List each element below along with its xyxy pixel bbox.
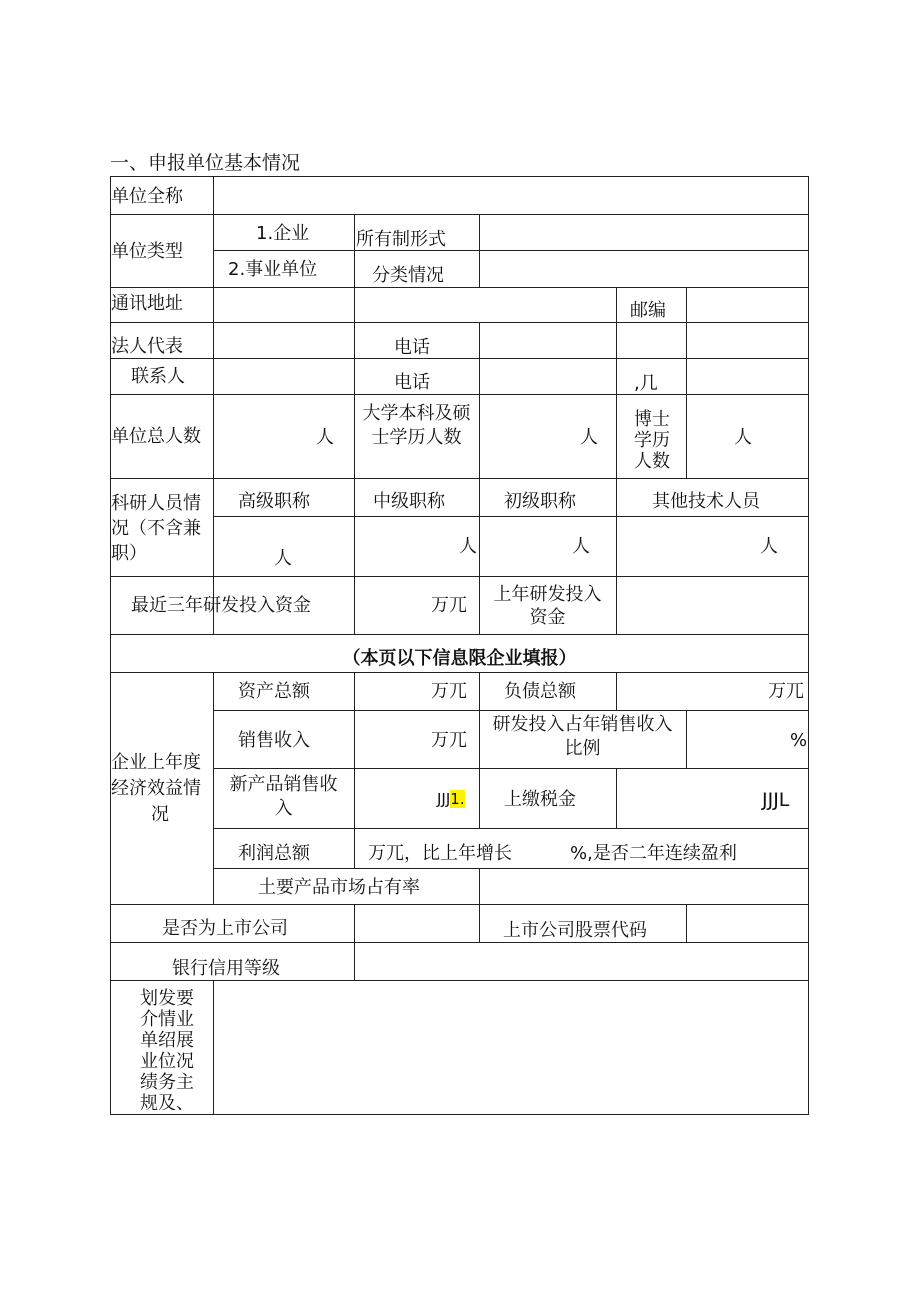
sales-revenue-unit: 万兀	[431, 730, 467, 751]
total-staff-label: 单位总人数	[111, 426, 201, 447]
rd-ratio-label: 研发投入占年销售收入 比例	[492, 714, 673, 759]
degree-staff-unit: 人	[580, 427, 598, 448]
total-staff-unit: 人	[316, 427, 334, 448]
sales-revenue-label: 销售收入	[238, 730, 310, 751]
unit-type-label: 单位类型	[111, 241, 183, 262]
other-tech-unit: 人	[760, 536, 778, 557]
classification-label: 分类情况	[372, 265, 444, 286]
new-product-sales-label: 新产品销售收 入	[229, 774, 338, 819]
tax-paid-label: 上缴税金	[504, 789, 576, 810]
phd-staff-unit: 人	[734, 427, 752, 448]
contact-phone-label: 电话	[394, 372, 430, 393]
profit-growth-text: 万兀，比上年增长	[368, 843, 512, 864]
total-liabilities-label: 负债总额	[504, 681, 576, 702]
tax-paid-value: JJJL	[762, 789, 790, 811]
contact-label: 联系人	[131, 366, 185, 387]
ownership-label: 所有制形式	[356, 229, 446, 250]
econ-benefit-label: 企业上年度 经济效益情 况	[111, 752, 201, 825]
stock-code-label: 上市公司股票代码	[503, 920, 647, 941]
new-product-sales-value: JJJ1.	[437, 790, 465, 808]
other-tech-header: 其他技术人员	[652, 491, 760, 512]
rd-3yr-unit: 万兀	[431, 595, 467, 616]
rd-last-year-label: 上年研发投入 资金	[493, 584, 602, 628]
intro-label: 划发要 介情业 单绍展 业位况 绩务主 规及、	[140, 988, 194, 1110]
senior-title-unit: 人	[274, 548, 292, 569]
listed-company-label: 是否为上市公司	[162, 918, 288, 939]
total-assets-label: 资产总额	[238, 681, 310, 702]
consecutive-profit-text: %,是否二年连续盈利	[570, 843, 737, 864]
mid-title-unit: 人	[459, 536, 477, 557]
total-liabilities-unit: 万兀	[768, 681, 804, 702]
postcode-label: 邮编	[630, 300, 666, 321]
enterprise-only-note: （本页以下信息限企业填报）	[342, 648, 577, 669]
mid-title-header: 中级职称	[373, 491, 445, 512]
degree-staff-label: 大学本科及硕 士学历人数	[362, 403, 471, 448]
type-enterprise-option: 1.企业	[256, 223, 310, 244]
rd-ratio-unit: %	[790, 730, 808, 751]
market-share-label: 土要产品市场占有率	[258, 877, 420, 898]
phd-staff-label: 博士 学历 人数	[634, 409, 670, 472]
junior-title-header: 初级职称	[504, 491, 576, 512]
fax-label: ,几	[634, 373, 658, 394]
junior-title-unit: 人	[572, 536, 590, 557]
type-institution-option: 2.事业单位	[228, 259, 318, 280]
bank-credit-label: 银行信用等级	[172, 958, 280, 979]
legal-rep-label: 法人代表	[111, 336, 183, 357]
research-staff-label: 科研人员情 况（不含兼 职）	[111, 493, 201, 564]
total-profit-label: 利润总额	[238, 843, 310, 864]
total-assets-unit: 万兀	[431, 681, 467, 702]
section-title: 一、申报单位基本情况	[110, 152, 301, 174]
phone-label: 电话	[394, 337, 430, 358]
address-label: 通讯地址	[111, 293, 183, 314]
senior-title-header: 高级职称	[238, 491, 310, 512]
rd-3yr-label: 最近三年研发投入资金	[131, 595, 311, 616]
unit-name-label: 单位全称	[111, 186, 183, 207]
